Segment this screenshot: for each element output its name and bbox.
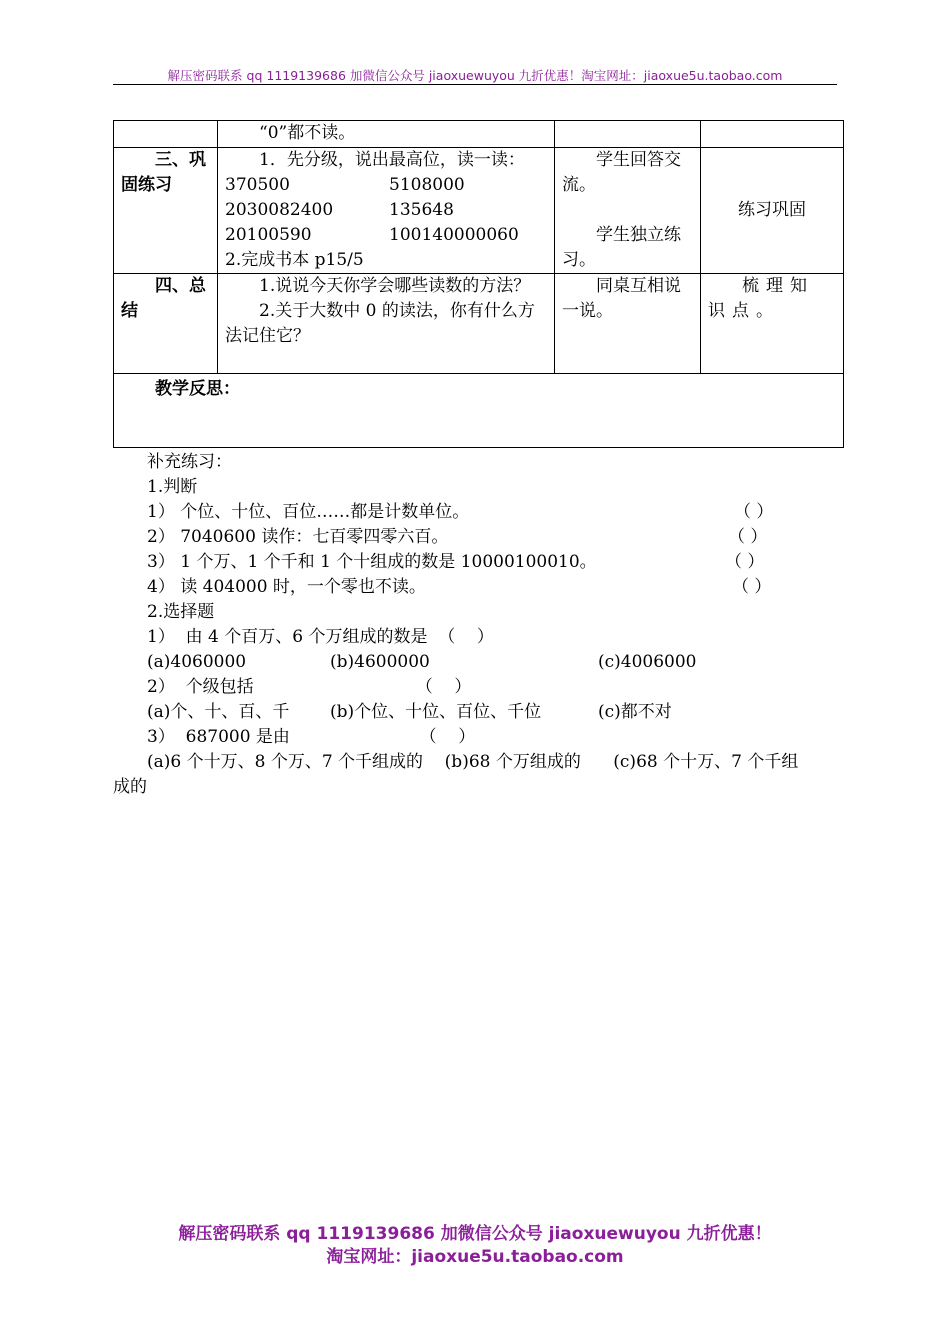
choice-option: (c)都不对 <box>598 702 672 722</box>
choice-option: (b)个位、十位、百位、千位 <box>330 702 542 722</box>
summary-item: 2.关于大数中 0 的读法，你有什么方法记住它？ <box>225 301 535 346</box>
choice-options: (a)6 个十万、8 个万、7 个千组成的 (b)68 个万组成的 (c)68 个十万、7 个千组 <box>147 752 799 772</box>
number-grid <box>225 173 547 248</box>
section-heading: 2.选择题 <box>147 602 215 622</box>
summary-item: 1.说说今天你学会哪些读数的方法？ <box>259 276 531 296</box>
judge-text: 1） 个位、十位、百位……都是计数单位。 <box>147 502 470 522</box>
intent-cell: 练习巩固 <box>701 148 844 274</box>
section-title: 补充练习： <box>147 452 232 472</box>
judge-text: 3） 1 个万、1 个千和 1 个十组成的数是 10000100010。 <box>147 552 597 572</box>
section-heading: 1.判断 <box>147 477 198 497</box>
student-activity-cell <box>555 148 701 274</box>
footer-line: 淘宝网址：jiaoxue5u.taobao.com <box>326 1247 624 1267</box>
number: 20100590 <box>225 225 312 245</box>
judge-text: 2） 7040600 读作：七百零四零六百。 <box>147 527 449 547</box>
choice-option: (a)4060000 <box>147 652 247 672</box>
judge-text: 4） 读 404000 时，一个零也不读。 <box>147 577 426 597</box>
choice-option: (c)4006000 <box>598 652 697 672</box>
answer-paren: （ ） <box>725 552 765 572</box>
number: 2030082400 <box>225 200 334 220</box>
footer-line: 解压密码联系 qq 1119139686 加微信公众号 jiaoxuewuyou 九折优惠！ <box>178 1224 772 1244</box>
choice-option: (a)个、十、百、千 <box>147 702 290 722</box>
number: 100140000060 <box>389 225 519 245</box>
answer-paren: （ ） <box>734 502 774 522</box>
judge-item <box>113 550 843 575</box>
header-divider <box>113 84 837 85</box>
choice-question: 1） 由 4 个百万、6 个万组成的数是 （ ） <box>147 627 494 647</box>
number: 370500 <box>225 175 290 195</box>
student-activity-cell: 同桌互相说一说。 <box>555 274 701 374</box>
student-activity: 学生独立练习。 <box>562 225 681 270</box>
choice-option: (b)4600000 <box>330 652 430 672</box>
header-banner: 解压密码联系 qq 1119139686 加微信公众号 jiaoxuewuyou 九折优惠！淘宝网址：jiaoxue5u.taobao.com <box>167 68 783 83</box>
reflection-cell: 教学反思： <box>114 374 844 448</box>
student-activity: 学生回答交流。 <box>562 150 681 195</box>
judge-item <box>113 525 843 550</box>
choice-options <box>113 700 843 725</box>
content-cell: “0”都不读。 <box>218 121 555 148</box>
table-row <box>114 148 844 274</box>
exercise-item: 1．先分级，说出最高位，读一读： <box>259 150 525 170</box>
table-row <box>114 374 844 448</box>
choice-options <box>113 650 843 675</box>
content-cell <box>218 148 555 274</box>
table-row <box>114 274 844 374</box>
choice-options-continued: 成的 <box>113 777 147 797</box>
intent-cell: 梳理知识点。 <box>701 274 844 374</box>
answer-paren: （ ） <box>728 527 768 547</box>
choice-question: 2） 个级包括 （ ） <box>147 677 472 697</box>
choice-question: 3） 687000 是由 （ ） <box>147 727 476 747</box>
stage-cell: 四、总结 <box>114 274 218 374</box>
stage-cell: 三、巩固练习 <box>114 148 218 274</box>
number: 5108000 <box>389 175 465 195</box>
judge-item <box>113 575 843 600</box>
supplementary-exercises <box>113 450 843 800</box>
content-cell <box>218 274 555 374</box>
answer-paren: （ ） <box>732 577 772 597</box>
exercise-item: 2.完成书本 p15/5 <box>225 250 364 270</box>
lesson-plan-table <box>113 120 844 448</box>
table-row <box>114 121 844 148</box>
judge-item <box>113 500 843 525</box>
number: 135648 <box>389 200 454 220</box>
